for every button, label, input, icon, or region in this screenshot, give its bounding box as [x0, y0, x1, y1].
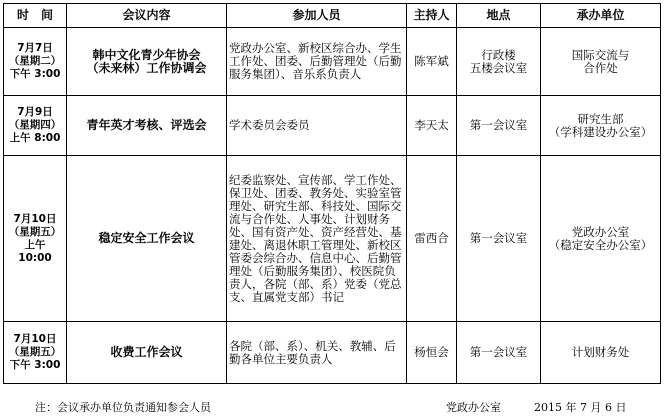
header-topic: 会议内容 — [67, 4, 227, 28]
attendees-cell: 纪委监察处、宣传部、学工作处、保卫处、团委、教务处、实验室管理处、研究生部、科技处、国际交流与合作处、人事处、计划财务处、国有资产处、资产经营处、基建处、离退休职工管理处、新校区管委会综合办、信息中心、后勤管理处（后勤服务集团）、校医院负责人，各院（部、系）党委（党总支、直属党支部）书记 — [227, 156, 407, 322]
topic-cell: 稳定安全工作会议 — [67, 156, 227, 322]
footer-note: 注：会议承办单位负责通知参会人员 — [35, 401, 211, 414]
weekday-text: （星期五） — [8, 225, 62, 238]
footer-office: 党政办公室 — [446, 401, 501, 414]
organizer-cell: 计划财务处 — [541, 322, 661, 384]
host-cell: 杨恒会 — [407, 322, 457, 384]
time-cell — [4, 322, 67, 384]
table-row — [4, 96, 661, 156]
host-cell: 雷西合 — [407, 156, 457, 322]
time-cell — [4, 28, 67, 96]
time-text: 下午 3:00 — [9, 359, 61, 371]
place-cell: 行政楼 五楼会议室 — [457, 28, 541, 96]
header-host: 主持人 — [407, 4, 457, 28]
organizer-cell: 党政办公室 （稳定安全办公室） — [541, 156, 661, 322]
place-cell: 第一会议室 — [457, 156, 541, 322]
table-row — [4, 28, 661, 96]
topic-cell: 韩中文化青少年协会 （未来林）工作协调会 — [67, 28, 227, 96]
time-cell — [4, 156, 67, 322]
table-row — [4, 322, 661, 384]
meeting-schedule-table — [3, 3, 661, 384]
host-cell: 陈军斌 — [407, 28, 457, 96]
date-text: 7月9日 — [17, 106, 53, 118]
attendees-cell: 党政办公室、新校区综合办、学生工作处、团委、后勤管理处（后勤服务集团）、音乐系负责人 — [227, 28, 407, 96]
topic-cell: 收费工作会议 — [67, 322, 227, 384]
attendees-cell: 各院（部、系）、机关、教辅、后勤各单位主要负责人 — [227, 322, 407, 384]
place-cell: 第一会议室 — [457, 322, 541, 384]
header-place: 地点 — [457, 4, 541, 28]
header-attendees: 参加人员 — [227, 4, 407, 28]
footer-date: 2015 年 7 月 6 日 — [534, 401, 627, 414]
table-header-row — [4, 4, 661, 28]
place-cell: 第一会议室 — [457, 96, 541, 156]
weekday-text: （星期二） — [8, 55, 62, 67]
date-text: 7月10日 — [13, 333, 57, 345]
date-text: 7月7日 — [17, 42, 53, 54]
organizer-cell: 国际交流与 合作处 — [541, 28, 661, 96]
topic-cell: 青年英才考核、评选会 — [67, 96, 227, 156]
host-cell: 李天太 — [407, 96, 457, 156]
time-text: 上午 8:00 — [9, 132, 61, 144]
header-organizer: 承办单位 — [541, 4, 661, 28]
time-text: 上午 10:00 — [18, 238, 52, 264]
date-text: 7月10日 — [13, 212, 57, 225]
attendees-cell: 学术委员会委员 — [227, 96, 407, 156]
time-cell — [4, 96, 67, 156]
header-time: 时 间 — [4, 4, 67, 28]
organizer-cell: 研究生部 （学科建设办公室） — [541, 96, 661, 156]
table-row — [4, 156, 661, 322]
time-text: 下午 3:00 — [9, 68, 61, 80]
weekday-text: （星期四） — [8, 119, 62, 131]
weekday-text: （星期五） — [8, 346, 62, 358]
